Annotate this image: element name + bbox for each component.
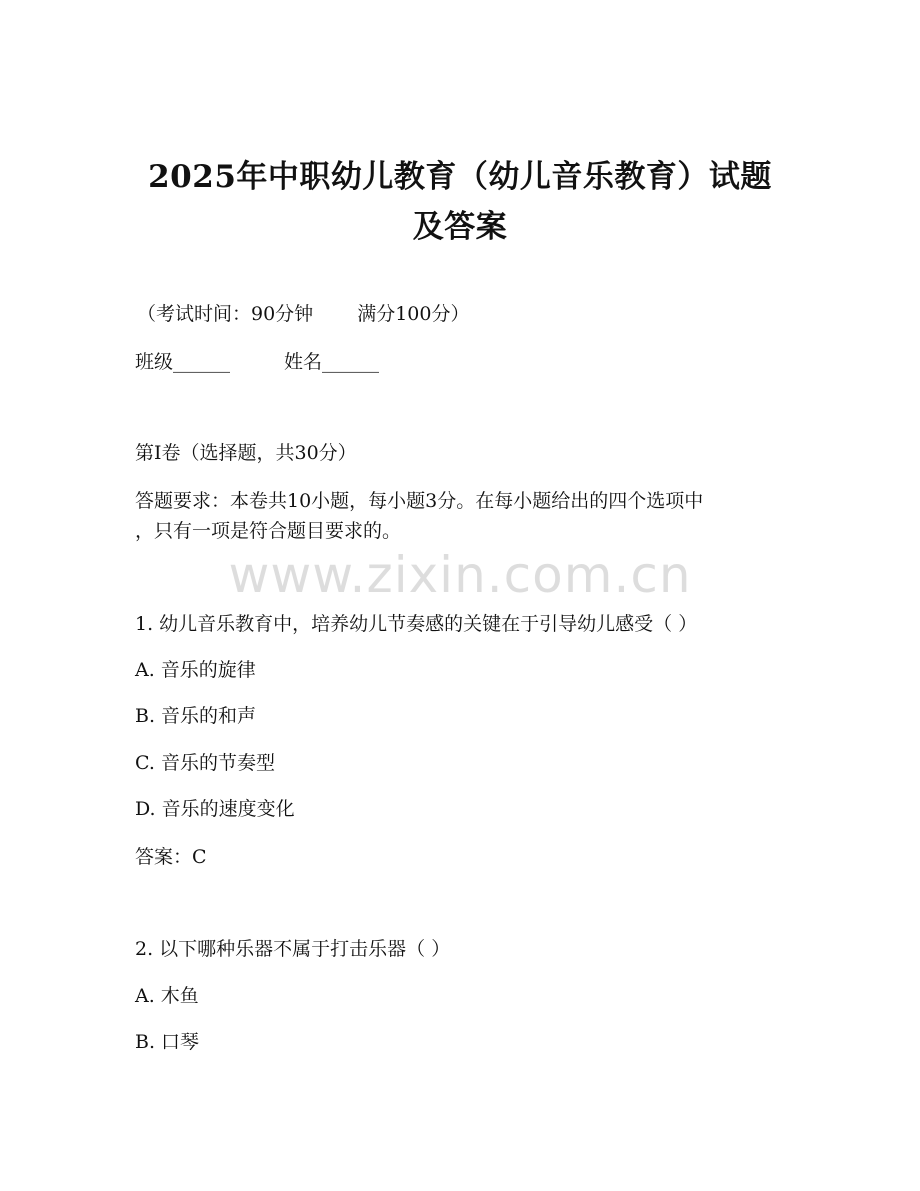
question-1-answer: 答案：C [135, 846, 207, 868]
instructions-line-2: ，只有一项是符合题目要求的。 [135, 520, 402, 542]
question-1-option-c: C. 音乐的节奏型 [135, 752, 275, 774]
name-field-label: 姓名______ [284, 351, 380, 373]
question-2-option-a: A. 木鱼 [135, 985, 199, 1007]
title-line-1: 2025年中职幼儿教育（幼儿音乐教育）试题 [148, 159, 772, 195]
document-title [60, 152, 860, 252]
section-heading: 第Ⅰ卷（选择题，共30分） [135, 442, 357, 464]
question-2-stem: 2. 以下哪种乐器不属于打击乐器（ ） [135, 938, 451, 960]
question-2-option-b: B. 口琴 [135, 1031, 200, 1053]
watermark: www.zixin.com.cn [228, 546, 692, 604]
instructions-line-1: 答题要求：本卷共10小题，每小题3分。在每小题给出的四个选项中 [135, 490, 704, 512]
question-1-option-a: A. 音乐的旋律 [135, 659, 256, 681]
exam-info [137, 302, 469, 326]
question-1-stem: 1. 幼儿音乐教育中，培养幼儿节奏感的关键在于引导幼儿感受（ ） [135, 613, 698, 635]
question-1-option-b: B. 音乐的和声 [135, 705, 257, 727]
exam-time: （考试时间：90分钟 [137, 303, 314, 325]
question-1-option-d: D. 音乐的速度变化 [135, 798, 295, 820]
title-line-2: 及答案 [412, 209, 508, 245]
exam-score: 满分100分） [357, 303, 470, 325]
class-field-label: 班级______ [135, 351, 231, 373]
student-info [135, 350, 379, 374]
